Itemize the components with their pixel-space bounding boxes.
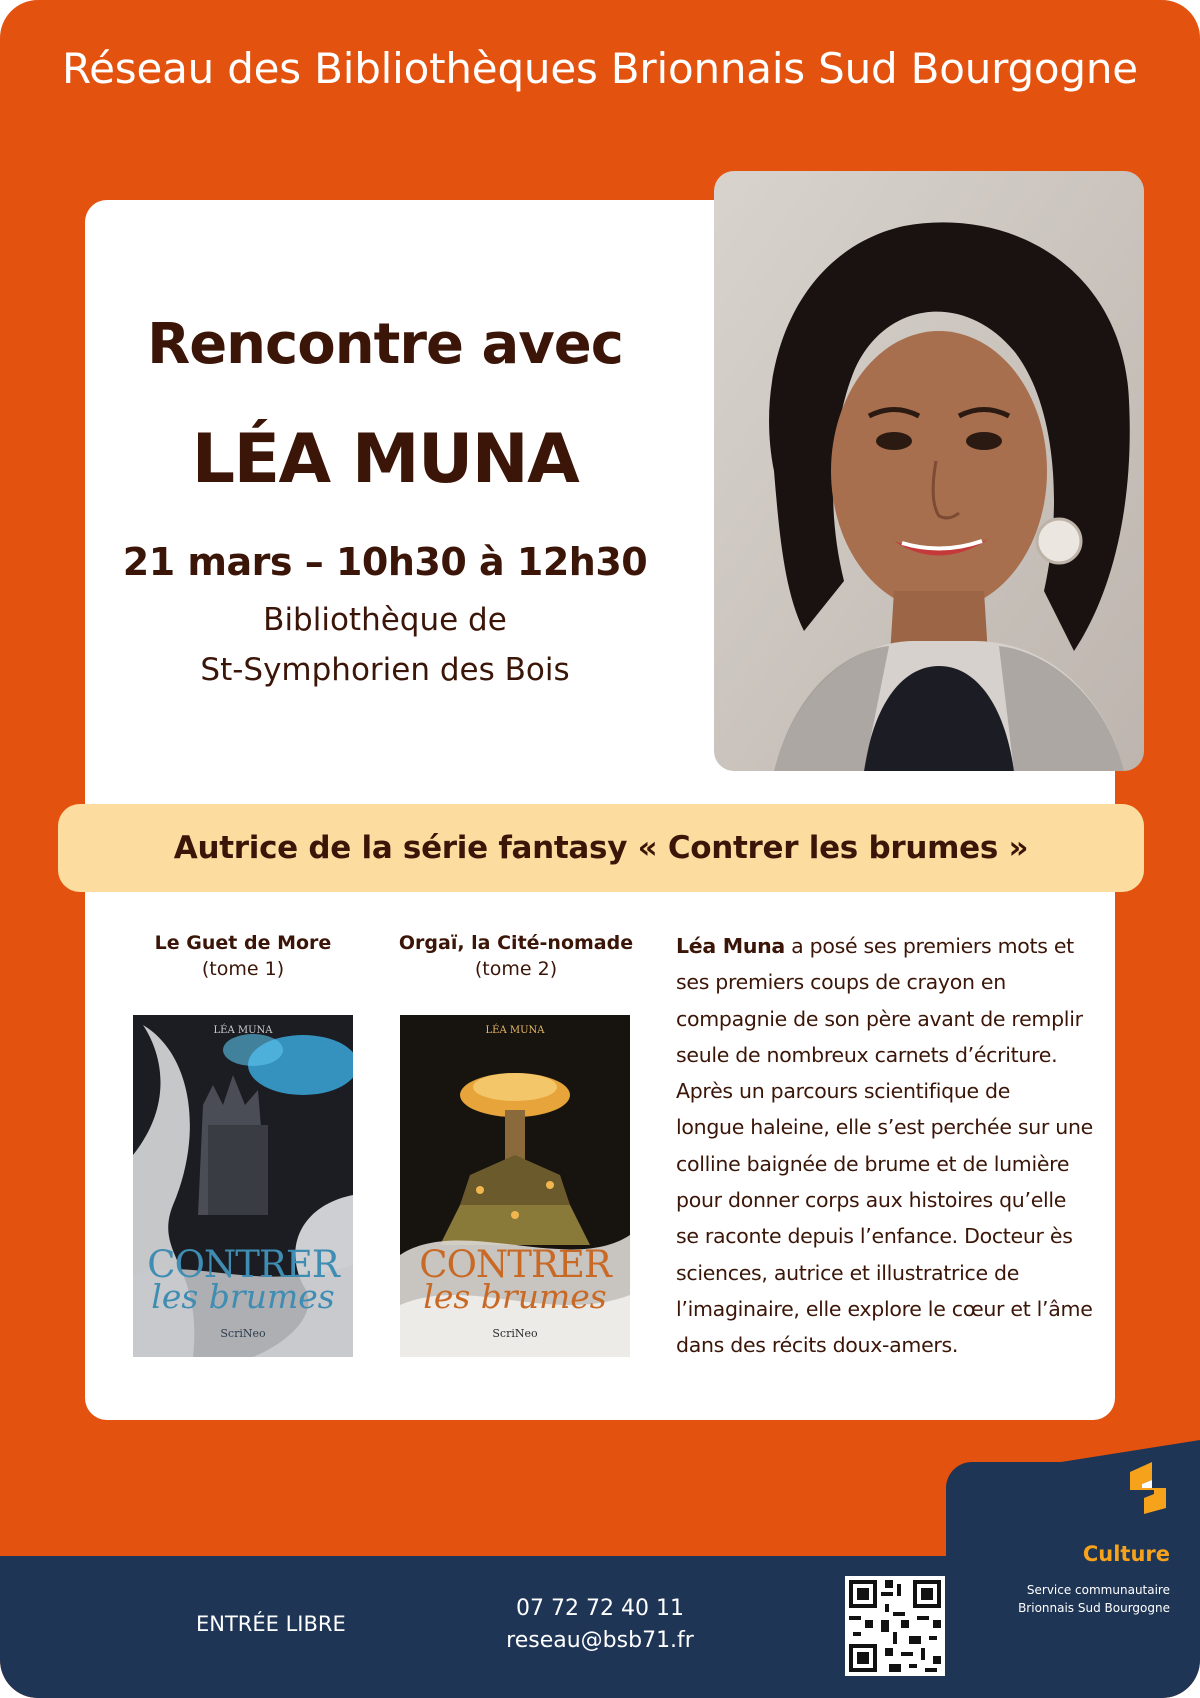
bio-line: sciences, autrice et illustratrice de [676,1260,1020,1285]
author-photo [714,171,1144,771]
bio-line: compagnie de son père avant de remplir [676,1006,1083,1031]
service-line-1: Service communautaire [1026,1583,1170,1597]
book-1-caption [132,932,354,980]
book-2-cover [400,1015,630,1357]
bio-line: longue haleine, elle s’est perchée sur une [676,1115,1093,1140]
bio-line: Après un parcours scientifique de [676,1079,1011,1104]
book-1-cover-title: CONTRER [147,1243,339,1286]
service-line-2: Brionnais Sud Bourgogne [1018,1601,1170,1615]
book-1-cover [133,1015,353,1357]
bio-line: dans des récits doux-amers. [676,1333,959,1358]
bio-line [676,928,1096,964]
bio-line: ses premiers coups de crayon en [676,970,1006,995]
bio-author-name: Léa Muna [676,934,785,958]
culture-label: Culture [1082,1542,1170,1566]
qr-code-icon[interactable] [845,1576,945,1676]
book-2-cover-author: LÉA MUNA [485,1025,545,1036]
bsb-logo-icon [1126,1458,1170,1516]
bio-line: pour donner corps aux histoires qu’elle [676,1188,1067,1213]
contact-email[interactable]: reseau@bsb71.fr [506,1628,694,1653]
bio-line: colline baignée de brume et de lumière [676,1151,1070,1176]
admission-label: ENTRÉE LIBRE [196,1612,346,1636]
venue-line-1: Bibliothèque de [263,602,507,638]
event-headline: Rencontre avec [147,312,623,377]
book-1-tome: (tome 1) [201,958,285,980]
bio-line: l’imaginaire, elle explore le cœur et l’âme [676,1296,1093,1321]
contact-phone[interactable]: 07 72 72 40 11 [516,1596,684,1621]
author-name: LÉA MUNA [191,420,579,499]
venue-line-2: St-Symphorien des Bois [200,652,570,688]
network-title: Réseau des Bibliothèques Brionnais Sud Bourgogne [62,44,1138,93]
book-2-cover-title: CONTRER [419,1243,611,1286]
bio-line: seule de nombreux carnets d’écriture. [676,1042,1058,1067]
event-date-time: 21 mars – 10h30 à 12h30 [122,540,648,584]
book-2-caption [390,932,642,980]
book-2-tome: (tome 2) [474,958,558,980]
bio-line: se raconte depuis l’enfance. Docteur ès [676,1224,1073,1249]
author-bio [676,928,1096,1364]
book-1-cover-subtitle: les brumes [151,1277,335,1316]
book-2-cover-publisher: ScriNeo [492,1327,538,1340]
service-label [990,1581,1170,1617]
bio-line-1-rest: a posé ses premiers mots et [784,934,1074,958]
series-banner: Autrice de la série fantasy « Contrer les brumes » [58,804,1144,892]
book-2-cover-subtitle: les brumes [423,1277,607,1316]
book-1-title: Le Guet de More [154,932,332,954]
book-1-cover-publisher: ScriNeo [220,1327,266,1340]
book-1-cover-author: LÉA MUNA [213,1025,273,1036]
book-2-title: Orgaï, la Cité-nomade [398,932,634,954]
footer-band [0,1556,1200,1698]
